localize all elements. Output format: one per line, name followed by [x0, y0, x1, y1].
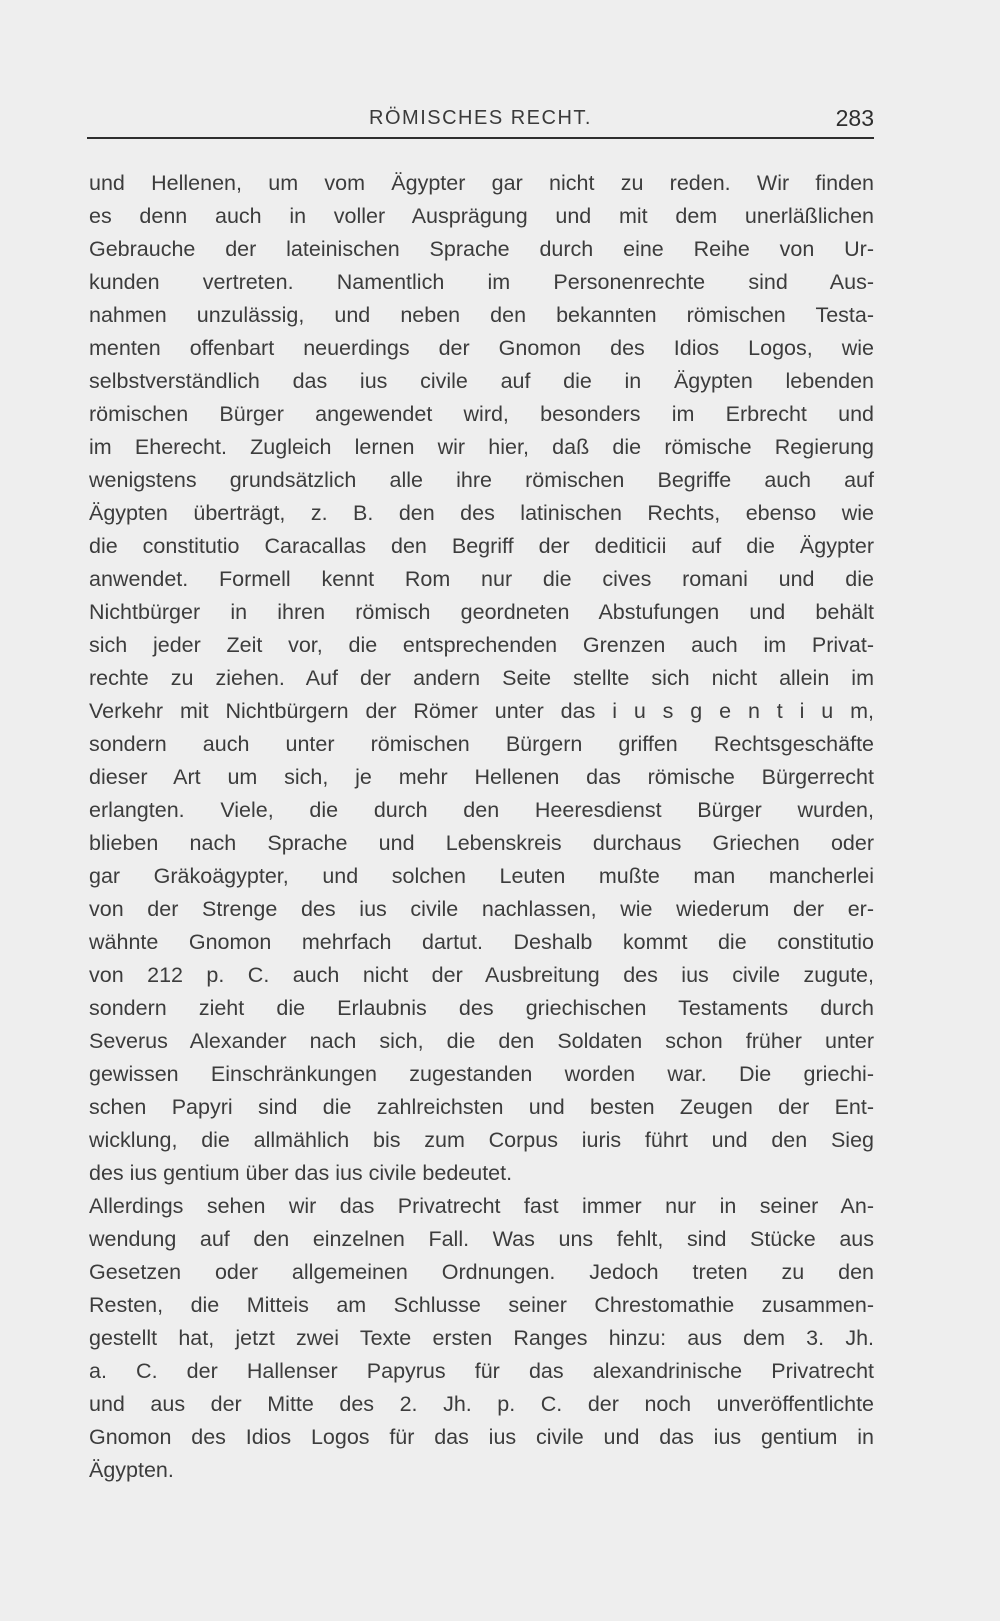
- text-line: dieser Art um sich, je mehr Hellenen das römische Bürgerrecht: [89, 765, 874, 789]
- text-line: wähnte Gnomon mehrfach dartut. Deshalb kommt die constitutio: [89, 930, 874, 954]
- text-line: anwendet. Formell kennt Rom nur die cives romani und die: [89, 567, 874, 591]
- running-title: RÖMISCHES RECHT.: [369, 107, 592, 129]
- text-line: und aus der Mitte des 2. Jh. p. C. der noch unveröffentlichte: [89, 1392, 874, 1416]
- text-line: menten offenbart neuerdings der Gnomon des Idios Logos, wie: [89, 336, 874, 360]
- text-line: rechte zu ziehen. Auf der andern Seite stellte sich nicht allein im: [89, 666, 874, 690]
- body-text: [89, 167, 874, 1487]
- text-line: Nichtbürger in ihren römisch geordneten Abstufungen und behält: [89, 600, 874, 624]
- text-line: Gnomon des Idios Logos für das ius civile und das ius gentium in: [89, 1425, 874, 1449]
- text-line: von 212 p. C. auch nicht der Ausbreitung des ius civile zugute,: [89, 963, 874, 987]
- text-line: Allerdings sehen wir das Privatrecht fast immer nur in seiner An-: [89, 1194, 874, 1218]
- text-line: Resten, die Mitteis am Schlusse seiner Chrestomathie zusammen-: [89, 1293, 874, 1317]
- text-line: schen Papyri sind die zahlreichsten und besten Zeugen der Ent-: [89, 1095, 874, 1119]
- text-line: erlangten. Viele, die durch den Heeresdienst Bürger wurden,: [89, 798, 874, 822]
- text-line: gestellt hat, jetzt zwei Texte ersten Ranges hinzu: aus dem 3. Jh.: [89, 1326, 874, 1350]
- text-line: und Hellenen, um vom Ägypter gar nicht zu reden. Wir finden: [89, 171, 874, 195]
- page-number: 283: [835, 105, 874, 131]
- text-line: sich jeder Zeit vor, die entsprechenden Grenzen auch im Privat-: [89, 633, 874, 657]
- text-line: nahmen unzulässig, und neben den bekannten römischen Testa-: [89, 303, 874, 327]
- text-line: wenigstens grundsätzlich alle ihre römischen Begriffe auch auf: [89, 468, 874, 492]
- text-line: blieben nach Sprache und Lebenskreis durchaus Griechen oder: [89, 831, 874, 855]
- text-line: römischen Bürger angewendet wird, besonders im Erbrecht und: [89, 402, 874, 426]
- text-line: a. C. der Hallenser Papyrus für das alexandrinische Privatrecht: [89, 1359, 874, 1383]
- text-line: sondern auch unter römischen Bürgern griffen Rechtsgeschäfte: [89, 732, 874, 756]
- running-header: [87, 105, 874, 139]
- text-line: Gebrauche der lateinischen Sprache durch eine Reihe von Ur-: [89, 237, 874, 261]
- text-line: von der Strenge des ius civile nachlassen, wie wiederum der er-: [89, 897, 874, 921]
- text-line: Gesetzen oder allgemeinen Ordnungen. Jedoch treten zu den: [89, 1260, 874, 1284]
- text-line: selbstverständlich das ius civile auf die in Ägypten lebenden: [89, 369, 874, 393]
- paragraph-end-line: Ägypten.: [89, 1458, 174, 1482]
- text-line: im Eherecht. Zugleich lernen wir hier, daß die römische Regierung: [89, 435, 874, 459]
- text-line: die constitutio Caracallas den Begriff der dediticii auf die Ägypter: [89, 534, 874, 558]
- text-line: gewissen Einschränkungen zugestanden worden war. Die griechi-: [89, 1062, 874, 1086]
- paragraph-end-line: des ius gentium über das ius civile bedeutet.: [89, 1161, 513, 1185]
- text-line: Severus Alexander nach sich, die den Soldaten schon früher unter: [89, 1029, 874, 1053]
- text-line: Verkehr mit Nichtbürgern der Römer unter das i u s g e n t i u m,: [89, 699, 874, 723]
- text-line: kunden vertreten. Namentlich im Personenrechte sind Aus-: [89, 270, 874, 294]
- text-line: wicklung, die allmählich bis zum Corpus iuris führt und den Sieg: [89, 1128, 874, 1152]
- text-line: gar Gräkoägypter, und solchen Leuten mußte man mancherlei: [89, 864, 874, 888]
- text-line: wendung auf den einzelnen Fall. Was uns fehlt, sind Stücke aus: [89, 1227, 874, 1251]
- text-line: Ägypten überträgt, z. B. den des latinischen Rechts, ebenso wie: [89, 501, 874, 525]
- text-line: es denn auch in voller Ausprägung und mit dem unerläßlichen: [89, 204, 874, 228]
- text-line: sondern zieht die Erlaubnis des griechischen Testaments durch: [89, 996, 874, 1020]
